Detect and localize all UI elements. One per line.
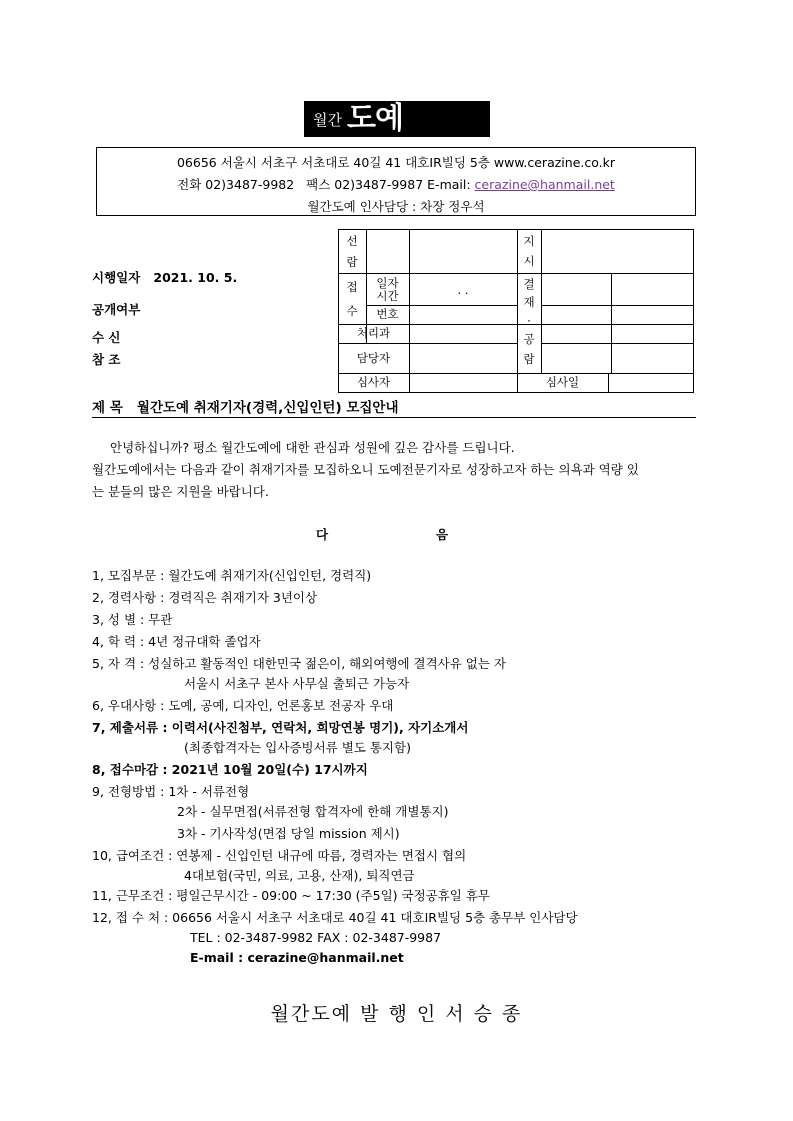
item-qualification-cont: 서울시 서초구 본사 사무실 출퇴근 가능자 [184, 676, 410, 691]
item-submission-place: 12, 접 수 처 : 06656 서울시 서초구 서초대로 40길 41 대호IR빌딩 5층 총무부 인사담당 [92, 910, 578, 925]
magazine-logo [304, 101, 490, 137]
number-label: 번호 [376, 307, 399, 321]
approval-label-1: 결 [523, 277, 535, 291]
subject-title: 월간도예 취재기자(경력,신입인턴) 모집안내 [136, 400, 399, 416]
item-documents-note: (최종합격자는 입사증빙서류 별도 통지함) [184, 740, 411, 755]
jisi-label-top: 지 [523, 234, 535, 248]
item-gender: 3, 성 별 : 무관 [92, 612, 173, 627]
date-placeholder: . . [457, 283, 469, 297]
fax-number: 팩스 02)3487-9987 [306, 177, 424, 192]
email-label: E-mail: [427, 177, 471, 192]
jeopsu-label-top: 접 [346, 280, 358, 294]
issue-date-label: 시행일자 [92, 270, 141, 285]
time-label-bottom: 시간 [376, 289, 399, 303]
publisher-signature: 월간도예 발 행 인 서 승 종 [270, 1003, 523, 1025]
daeum-right: 음 [436, 527, 449, 542]
approval-label-3: · [527, 314, 531, 328]
logo-text-monthly: 월간 [313, 110, 342, 129]
reviewer-label: 심사자 [356, 375, 391, 389]
issue-date-value: 2021. 10. 5. [153, 270, 238, 285]
approval-grid [338, 229, 694, 393]
item-salary-benefits: 4대보험(국민, 의료, 고용, 산재), 퇴직연금 [184, 868, 415, 883]
subject-row [92, 396, 696, 416]
contact-numbers-line [97, 175, 695, 193]
public-status-label: 공개여부 [92, 302, 141, 317]
item-qualification: 5, 자 격 : 성실하고 활동적인 대한민국 젊은이, 해외여행에 결격사유 없는 자 [92, 656, 506, 671]
processing-dept-label: 처리과 [356, 326, 391, 340]
daeum-left: 다 [316, 527, 329, 542]
item-tel-fax: TEL : 02-3487-9982 FAX : 02-3487-9987 [190, 930, 442, 945]
approval-label-2: 재 [523, 295, 535, 309]
approval-label-5: 람 [523, 352, 535, 366]
item-selection-step-2: 2차 - 실무면접(서류전형 합격자에 한해 개별통지) [177, 804, 449, 819]
receiver-label: 수 신 [92, 330, 121, 345]
hr-contact-line: 월간도예 인사담당 : 차장 정우석 [307, 199, 485, 214]
item-salary: 10, 급여조건 : 연봉제 - 신입인턴 내규에 따름, 경력자는 면접시 협의 [92, 848, 467, 863]
jeopsu-label-bottom: 수 [346, 304, 358, 318]
email-link[interactable]: cerazine@hanmail.net [474, 177, 615, 192]
seonram-label-bottom: 람 [346, 255, 358, 269]
greeting-line-1: 안녕하십니까? 평소 월간도예에 대한 관심과 성원에 깊은 감사를 드립니다. [110, 440, 515, 455]
seonram-label-top: 선 [346, 234, 358, 248]
subject-divider [92, 417, 696, 418]
item-selection-step-1: 9, 전형방법 : 1차 - 서류전형 [92, 784, 250, 799]
item-selection-step-3: 3차 - 기사작성(면접 당일 mission 제시) [177, 826, 400, 841]
address-line: 06656 서울시 서초구 서초대로 40길 41 대호IR빌딩 5층 www.cerazine.co.kr [176, 155, 616, 170]
phone-number: 전화 02)3487-9982 [177, 177, 295, 192]
jisi-label-bottom: 시 [523, 254, 535, 268]
date-label-top: 일자 [376, 276, 399, 290]
subject-label: 제 목 [92, 400, 123, 416]
item-email: E-mail : cerazine@hanmail.net [190, 950, 404, 965]
issue-date-row [92, 268, 237, 286]
reference-label: 참 조 [92, 352, 121, 367]
approval-label-4: 공 [523, 332, 535, 346]
item-deadline: 8, 접수마감 : 2021년 10월 20일(수) 17시까지 [92, 762, 368, 777]
greeting-line-3: 는 분들의 많은 지원을 바랍니다. [92, 484, 269, 499]
item-experience: 2, 경력사항 : 경력직은 취재기자 3년이상 [92, 590, 318, 605]
item-education: 4, 학 력 : 4년 정규대학 졸업자 [92, 634, 261, 649]
item-preference: 6, 우대사항 : 도예, 공예, 디자인, 언론홍보 전공자 우대 [92, 698, 394, 713]
review-date-label: 심사일 [545, 375, 580, 389]
item-work-conditions: 11, 근무조건 : 평일근무시간 - 09:00 ~ 17:30 (주5일) 국정공휴일 휴무 [92, 888, 490, 903]
logo-text-ceramics: 도예 [346, 101, 403, 136]
item-recruit-field: 1, 모집부문 : 월간도예 취재기자(신입인턴, 경력직) [92, 568, 372, 583]
person-in-charge-label: 담당자 [356, 351, 391, 365]
address-box [96, 147, 696, 216]
item-documents: 7, 제출서류 : 이력서(사진첨부, 연락처, 희망연봉 명기), 자기소개서 [92, 720, 469, 735]
greeting-line-2: 월간도예에서는 다음과 같이 취재기자를 모집하오니 도예전문기자로 성장하고자 하는 의욕과 역량 있 [92, 462, 639, 477]
